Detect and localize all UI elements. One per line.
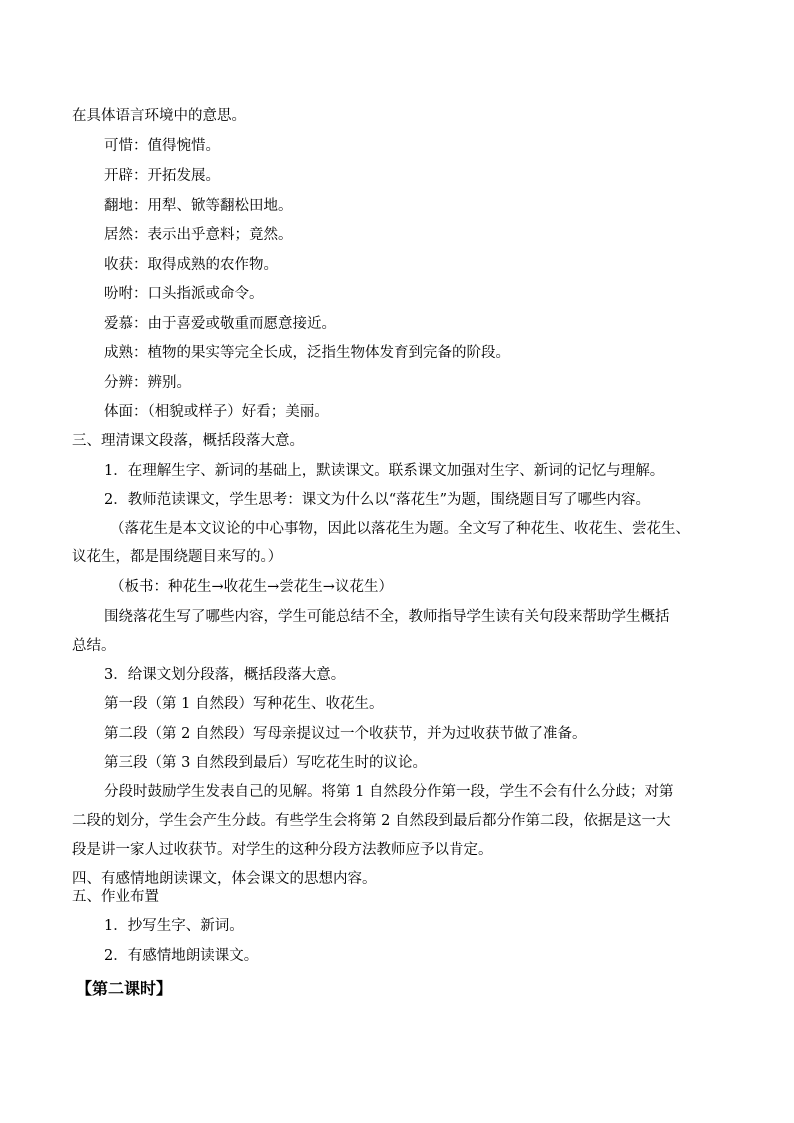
definition-line: 分辨：辨别。 [104,375,191,391]
definition-line: 可惜：值得惋惜。 [104,138,220,154]
paragraph-line: （落花生是本文议论的中心事物，因此以落花生为题。全文写了种花生、收花生、尝花生、 [110,521,690,537]
section-heading-5: 五、作业布置 [72,889,159,905]
definition-line: 开辟：开拓发展。 [104,168,220,184]
definition-line: 翻地：用犁、锨等翻松田地。 [104,198,293,214]
paragraph-line: 第一段（第 1 自然段）写种花生、收花生。 [104,696,384,712]
section-heading-4: 四、有感情地朗读课文，体会课文的思想内容。 [72,871,377,887]
assignment-item: 1．抄写生字、新词。 [104,918,244,934]
definition-line: 吩咐：口头指派或命令。 [104,286,264,302]
paragraph-line: 议花生，都是围绕题目来写的。） [72,549,283,565]
paragraph-line: 第二段（第 2 自然段）写母亲提议过一个收获节，并为过收获节做了准备。 [104,726,587,742]
paragraph-line: 第三段（第 3 自然段到最后）写吃花生时的议论。 [104,755,427,771]
definition-line: 居然：表示出乎意料；竟然。 [104,227,293,243]
lesson-heading: 【第二课时】 [76,979,173,998]
paragraph-line: 总结。 [72,638,116,654]
definition-line: 爱慕：由于喜爱或敬重而愿意接近。 [104,316,336,332]
blackboard-note: （板书：种花生→收花生→尝花生→议花生） [110,579,393,595]
step-line: 3．给课文划分段落，概括段落大意。 [104,667,346,683]
text-line: 在具体语言环境中的意思。 [72,108,246,124]
paragraph-line: 二段的划分，学生会产生分歧。有些学生会将第 2 自然段到最后都分作第二段，依据是这一大 [72,813,671,829]
paragraph-line: 段是讲一家人过收获节。对学生的这种分段方法教师应予以肯定。 [72,842,493,858]
paragraph-line: 围绕落花生写了哪些内容，学生可能总结不全，教师指导学生读有关句段来帮助学生概括 [104,609,670,625]
definition-line: 成熟：植物的果实等完全长成，泛指生物体发育到完备的阶段。 [104,345,510,361]
step-line: 2．教师范读课文，学生思考：课文为什么以“落花生”为题，围绕题目写了哪些内容。 [104,492,651,508]
definition-line: 收获：取得成熟的农作物。 [104,257,278,273]
paragraph-line: 分段时鼓励学生发表自己的见解。将第 1 自然段分作第一段，学生不会有什么分歧；对第 [104,784,674,800]
step-line: 1．在理解生字、新词的基础上，默读课文。联系课文加强对生字、新词的记忆与理解。 [104,463,665,479]
assignment-item: 2．有感情地朗读课文。 [104,948,259,964]
definition-line: 体面：（相貌或样子）好看；美丽。 [104,404,329,420]
section-heading-3: 三、理清课文段落，概括段落大意。 [72,433,304,449]
